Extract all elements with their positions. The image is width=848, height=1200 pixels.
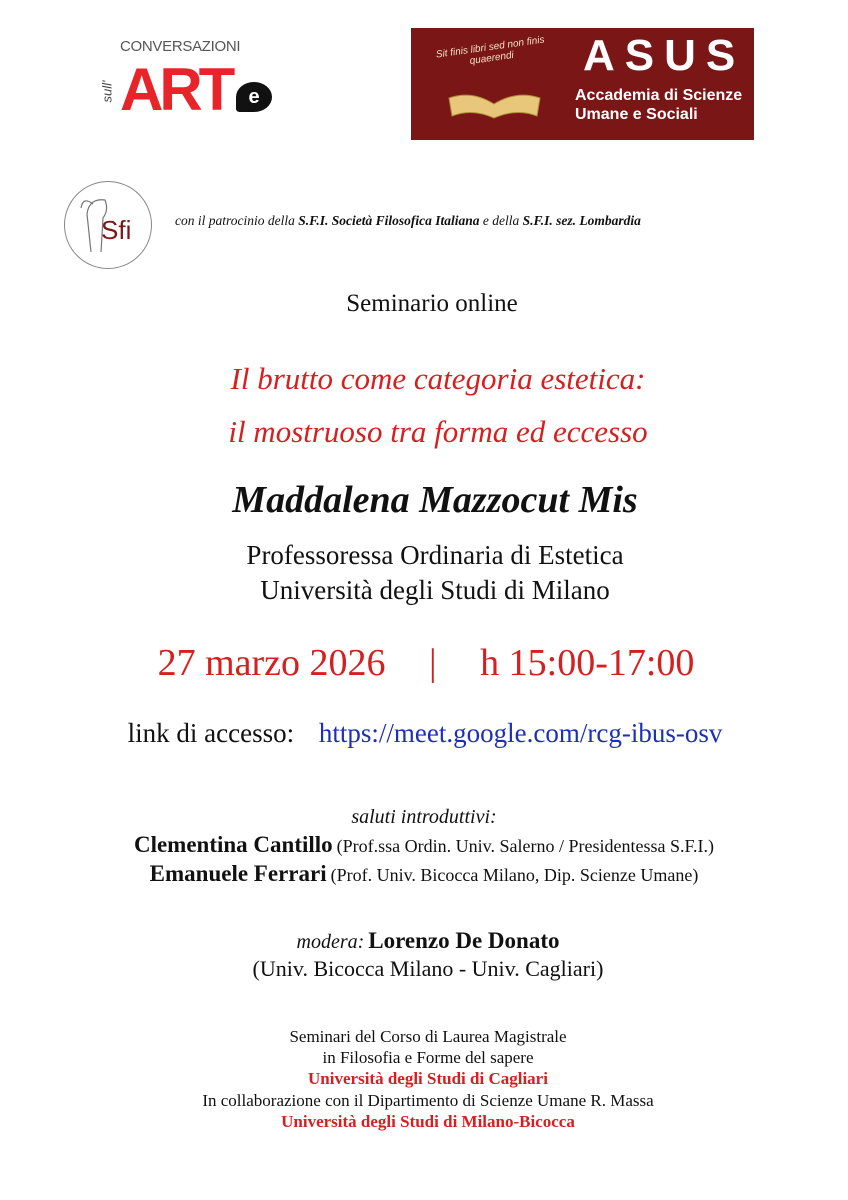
patronage-line [175, 213, 641, 229]
person-detail: (Prof. Univ. Bicocca Milano, Dip. Scienze Umane) [330, 865, 699, 885]
patronage-text: con il patrocinio della [175, 213, 295, 228]
patronage-org: S.F.I. Società Filosofica Italiana [298, 213, 480, 228]
speaker-role: Professoressa Ordinaria di Estetica [246, 540, 624, 570]
logo-subtitle-line: Accademia di Scienze [575, 87, 743, 104]
event-time: h 15:00-17:00 [480, 642, 695, 684]
footer-line: In collaborazione con il Dipartimento di Scienze Umane R. Massa [202, 1091, 654, 1110]
schedule [0, 642, 848, 685]
logo-name: ASUS [583, 31, 746, 80]
moderator-label: modera: [296, 931, 365, 953]
logo-subtitle [575, 86, 742, 124]
person-name: Emanuele Ferrari [149, 861, 327, 886]
patronage-text: e della [482, 213, 520, 228]
greeting-person [0, 861, 848, 887]
separator: | [429, 642, 437, 684]
conversazioni-sull-arte-logo [100, 38, 280, 124]
logo-text: e [236, 82, 272, 112]
moderator-name: Lorenzo De Donato [368, 928, 560, 953]
access-line [0, 718, 848, 748]
speaker-affiliation: Università degli Studi di Milano [260, 575, 610, 605]
logo-subtitle-line: Umane e Sociali [575, 106, 698, 123]
greetings-heading: saluti introduttivi: [351, 806, 497, 828]
greeting-person [0, 832, 848, 858]
person-name: Clementina Cantillo [133, 832, 333, 857]
open-book-icon [447, 90, 542, 120]
person-detail: (Prof.ssa Ordin. Univ. Salerno / Presidentessa S.F.I.) [336, 836, 715, 856]
patronage-org: S.F.I. sez. Lombardia [522, 213, 641, 228]
asus-logo [411, 28, 754, 140]
logo-text: CONVERSAZIONI [120, 38, 241, 55]
title-line-2: il mostruoso tra forma ed eccesso [228, 414, 648, 449]
moderator-line [0, 928, 848, 954]
event-date: 27 marzo 2026 [157, 642, 386, 684]
logo-motto: Sit finis libri sed non finis quaerendi [435, 34, 546, 67]
logo-text: Sfi [101, 215, 132, 245]
logo-text: ART [120, 56, 232, 123]
meeting-link[interactable]: https://meet.google.com/rcg-ibus-osv [318, 718, 723, 748]
footer-university-cagliari: Università degli Studi di Cagliari [308, 1069, 548, 1088]
footer-line: in Filosofia e Forme del sapere [322, 1048, 534, 1067]
footer-university-bicocca: Università degli Studi di Milano-Bicocca [281, 1112, 575, 1131]
moderator-detail: (Univ. Bicocca Milano - Univ. Cagliari) [252, 956, 604, 981]
footer-line: Seminari del Corso di Laurea Magistrale [289, 1027, 567, 1046]
speaker-name: Maddalena Mazzocut Mis [232, 479, 638, 521]
sfi-logo [64, 181, 152, 269]
access-label: link di accesso: [127, 718, 295, 748]
event-type: Seminario online [346, 290, 518, 317]
title-line-1: Il brutto come categoria estetica: [230, 361, 646, 396]
logo-text: sull' [99, 80, 115, 103]
